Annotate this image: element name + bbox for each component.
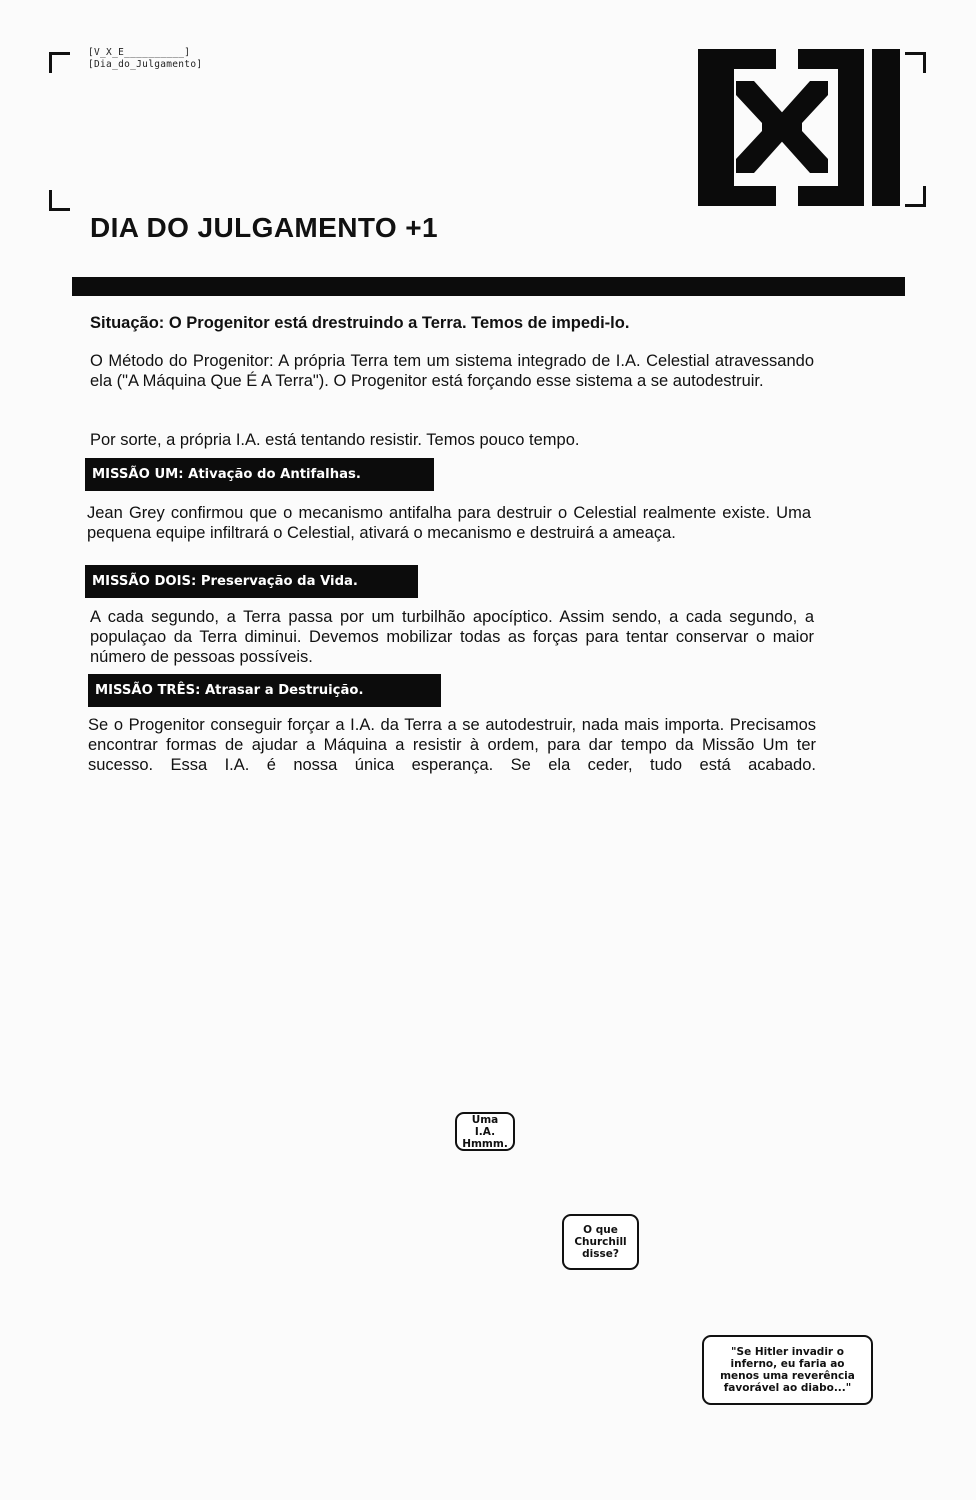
mission-one-text: Jean Grey confirmou que o mecanismo antifalha para destruir o Celestial realmente existe. Uma pequena equipe infiltrará o Celestial, ativará o mecanismo e destruirá a ameaça. (87, 504, 811, 542)
frame-corner-top-right (905, 52, 926, 73)
page-title: DIA DO JULGAMENTO +1 (90, 212, 438, 243)
title-divider-bar (72, 277, 905, 296)
situation-text: Situação: O Progenitor está drestruindo a Terra. Temos de impedi-lo. (90, 314, 630, 332)
method-text: O Método do Progenitor: A própria Terra tem um sistema integrado de I.A. Celestial atravessando ela ("A Máquina Que É A Terra"). O Progenitor está forçando esse sistema a se autodestruir. (90, 352, 814, 390)
header-code-line-1: [V_X_E__________] (88, 47, 191, 58)
frame-corner-bottom-right (905, 186, 926, 207)
caption-box-churchill: O que Churchill disse? (562, 1214, 639, 1270)
mission-two-text: A cada segundo, a Terra passa por um turbilhão apocíptico. Assim sendo, a cada segundo, a populaçao da Terra diminui. Devemos mobilizar todas as forças para tentar conservar o maior número de pessoas possíveis. (90, 608, 814, 666)
frame-corner-top-left (49, 52, 70, 73)
caption-box-quote: "Se Hitler invadir o inferno, eu faria ao menos uma reverência favorável ao diabo..." (702, 1335, 873, 1405)
mission-three-text: Se o Progenitor conseguir forçar a I.A. da Terra a se autodestruir, nada mais importa. Precisamos encontrar formas de ajudar a Máquina a resistir à ordem, para dar tempo da Missão Um ter sucesso. Essa I.A. é nossa única esperança. Se ela ceder, tudo está acabado. (88, 716, 816, 774)
vxe-logo-icon (698, 49, 900, 206)
header-code-line-2: [Dia_do_Julgamento] (88, 59, 203, 70)
mission-one-heading: MISSÃO UM: Ativação do Antifalhas. (85, 458, 434, 491)
luck-text: Por sorte, a própria I.A. está tentando resistir. Temos pouco tempo. (90, 431, 580, 449)
mission-two-heading: MISSÃO DOIS: Preservação da Vida. (85, 565, 418, 598)
frame-corner-bottom-left (49, 190, 70, 211)
header-code-label (88, 47, 202, 71)
caption-box-ia: Uma I.A. Hmmm. (455, 1112, 515, 1151)
mission-three-heading: MISSÃO TRÊS: Atrasar a Destruição. (88, 674, 441, 707)
